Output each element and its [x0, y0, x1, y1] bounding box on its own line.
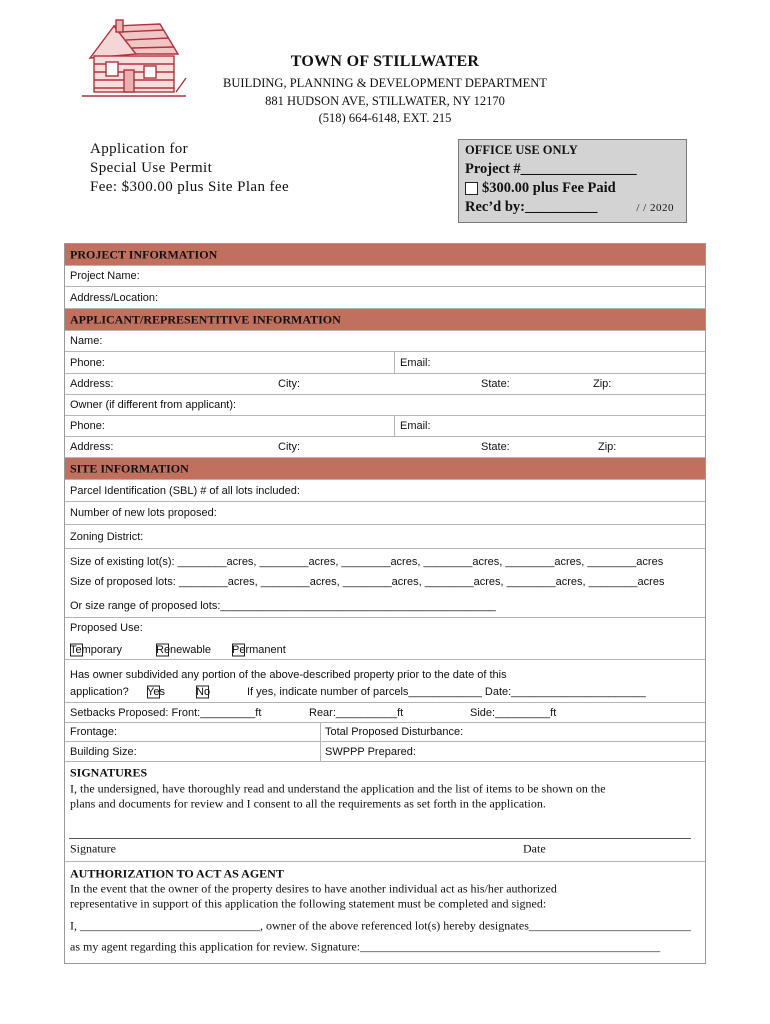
- project-name-field[interactable]: Project Name:: [65, 266, 705, 287]
- proposed-use-row: Proposed Use: Temporary Renewable Permanent: [65, 618, 705, 660]
- project-section-header: PROJECT INFORMATION: [65, 244, 705, 266]
- applicant-address-row: [65, 374, 705, 395]
- agent-header: AUTHORIZATION TO ACT AS AGENT: [70, 866, 284, 881]
- frontage-row: [65, 723, 705, 742]
- size-range-field[interactable]: Or size range of proposed lots:_____________________________________________: [65, 595, 705, 618]
- building-size-row: [65, 742, 705, 762]
- building-size-field[interactable]: Building Size:: [70, 745, 137, 758]
- town-title: TOWN OF STILLWATER: [290, 53, 480, 70]
- owner-address-field[interactable]: Address:: [70, 441, 114, 453]
- application-line-2: Special Use Permit: [90, 160, 213, 176]
- department-name: BUILDING, PLANNING & DEVELOPMENT DEPARTMENT: [223, 76, 547, 90]
- signature-line[interactable]: [69, 838, 691, 839]
- owner-zip-field[interactable]: Zip:: [598, 441, 617, 453]
- signatures-statement-2: plans and documents for review and I consent to all the requirements as set forth in the application.: [70, 796, 546, 811]
- office-fee-row: [465, 180, 680, 197]
- fee-paid-checkbox[interactable]: [465, 182, 478, 195]
- column-divider: [394, 416, 395, 436]
- site-section-header: SITE INFORMATION: [65, 458, 705, 480]
- lot-size-block: [65, 549, 705, 595]
- application-form: [64, 243, 706, 964]
- frontage-field[interactable]: Frontage:: [70, 726, 118, 738]
- department-phone: (518) 664-6148, EXT. 215: [318, 111, 452, 125]
- application-fee: Fee: $300.00 plus Site Plan fee: [90, 179, 290, 195]
- setbacks-row: [65, 703, 705, 723]
- application-title: [90, 140, 289, 197]
- agent-statement-1: In the event that the owner of the property desires to have another individual act as his/her authorized: [70, 881, 557, 896]
- applicant-section-header: APPLICANT/REPRESENTITIVE INFORMATION: [65, 309, 705, 331]
- sbl-field[interactable]: Parcel Identification (SBL) # of all lots included:: [65, 480, 705, 502]
- project-location-field[interactable]: Address/Location:: [65, 287, 705, 309]
- signature-label: Signature: [70, 841, 116, 856]
- signatures-header: SIGNATURES: [70, 765, 148, 780]
- applicant-state-field[interactable]: State:: [481, 378, 510, 390]
- prior-subdivision-row: Has owner subdivided any portion of the above-described property prior to the date of this application? Yes No If yes, indicate number of parcels____________ Date:______________________: [65, 660, 705, 703]
- signature-date-label: Date: [523, 841, 546, 856]
- office-project-number: Project #________________: [465, 161, 637, 177]
- parcels-and-date-field[interactable]: If yes, indicate number of parcels____________ Date:______________________: [247, 686, 646, 698]
- owner-phone-field[interactable]: Phone:: [70, 420, 105, 432]
- office-fee-label: $300.00 plus Fee Paid: [482, 180, 616, 196]
- owner-row[interactable]: Owner (if different from applicant):: [65, 395, 705, 416]
- agent-signature-field[interactable]: as my agent regarding this application for review. Signature:__________________________________________________: [70, 939, 661, 954]
- prior-subdivision-question: Has owner subdivided any portion of the above-described property prior to the date of this: [70, 669, 507, 681]
- office-use-box: [458, 139, 687, 223]
- agent-designation-field[interactable]: I, ______________________________, owner of the above referenced lot(s) hereby designates___________________________: [70, 918, 691, 933]
- applicant-email-field[interactable]: Email:: [400, 356, 431, 369]
- column-divider: [394, 352, 395, 373]
- applicant-phone-field[interactable]: Phone:: [70, 356, 105, 369]
- applicant-name-field[interactable]: Name:: [65, 331, 705, 352]
- new-lots-field[interactable]: Number of new lots proposed:: [65, 502, 705, 525]
- proposed-lot-sizes[interactable]: Size of proposed lots: ________acres, ________acres, ________acres, ________acres, ________acres, ________acres: [70, 576, 665, 588]
- owner-contact-row: [65, 416, 705, 437]
- office-date: / / 2020: [636, 202, 674, 214]
- owner-email-field[interactable]: Email:: [400, 420, 431, 432]
- owner-city-field[interactable]: City:: [278, 441, 300, 453]
- office-use-title: OFFICE USE ONLY: [465, 143, 578, 157]
- applicant-city-field[interactable]: City:: [278, 378, 300, 390]
- applicant-contact-row: [65, 352, 705, 374]
- owner-address-row: [65, 437, 705, 458]
- signatures-statement-1: I, the undersigned, have thoroughly read and understand the application and the list of items to be shown on the: [70, 781, 606, 796]
- office-received-row: [465, 199, 680, 216]
- existing-lot-sizes[interactable]: Size of existing lot(s): ________acres, ________acres, ________acres, ________acres, ________acres, ________acres: [70, 556, 664, 568]
- department-address: 881 HUDSON AVE, STILLWATER, NY 12170: [265, 94, 505, 108]
- column-divider: [320, 723, 321, 741]
- prior-subdivision-label: application?: [70, 686, 129, 698]
- setback-side-field[interactable]: Side:_________ft: [470, 706, 557, 719]
- setback-front-field[interactable]: Setbacks Proposed: Front:_________ft: [70, 706, 262, 719]
- owner-state-field[interactable]: State:: [481, 441, 510, 453]
- total-disturbance-field[interactable]: Total Proposed Disturbance:: [325, 726, 464, 738]
- office-received-by: Rec’d by:__________: [465, 199, 598, 215]
- applicant-address-field[interactable]: Address:: [70, 378, 114, 390]
- application-line-1: Application for: [90, 141, 189, 157]
- agent-statement-2: representative in support of this application the following statement must be completed and signed:: [70, 896, 547, 911]
- setback-rear-field[interactable]: Rear:__________ft: [309, 706, 404, 719]
- swppp-field[interactable]: SWPPP Prepared:: [325, 745, 416, 758]
- zoning-district-field[interactable]: Zoning District:: [65, 525, 705, 549]
- signatures-section: [65, 762, 705, 862]
- applicant-zip-field[interactable]: Zip:: [593, 378, 612, 390]
- column-divider: [320, 742, 321, 761]
- agent-section: [65, 862, 705, 963]
- proposed-use-label: Proposed Use:: [70, 622, 143, 634]
